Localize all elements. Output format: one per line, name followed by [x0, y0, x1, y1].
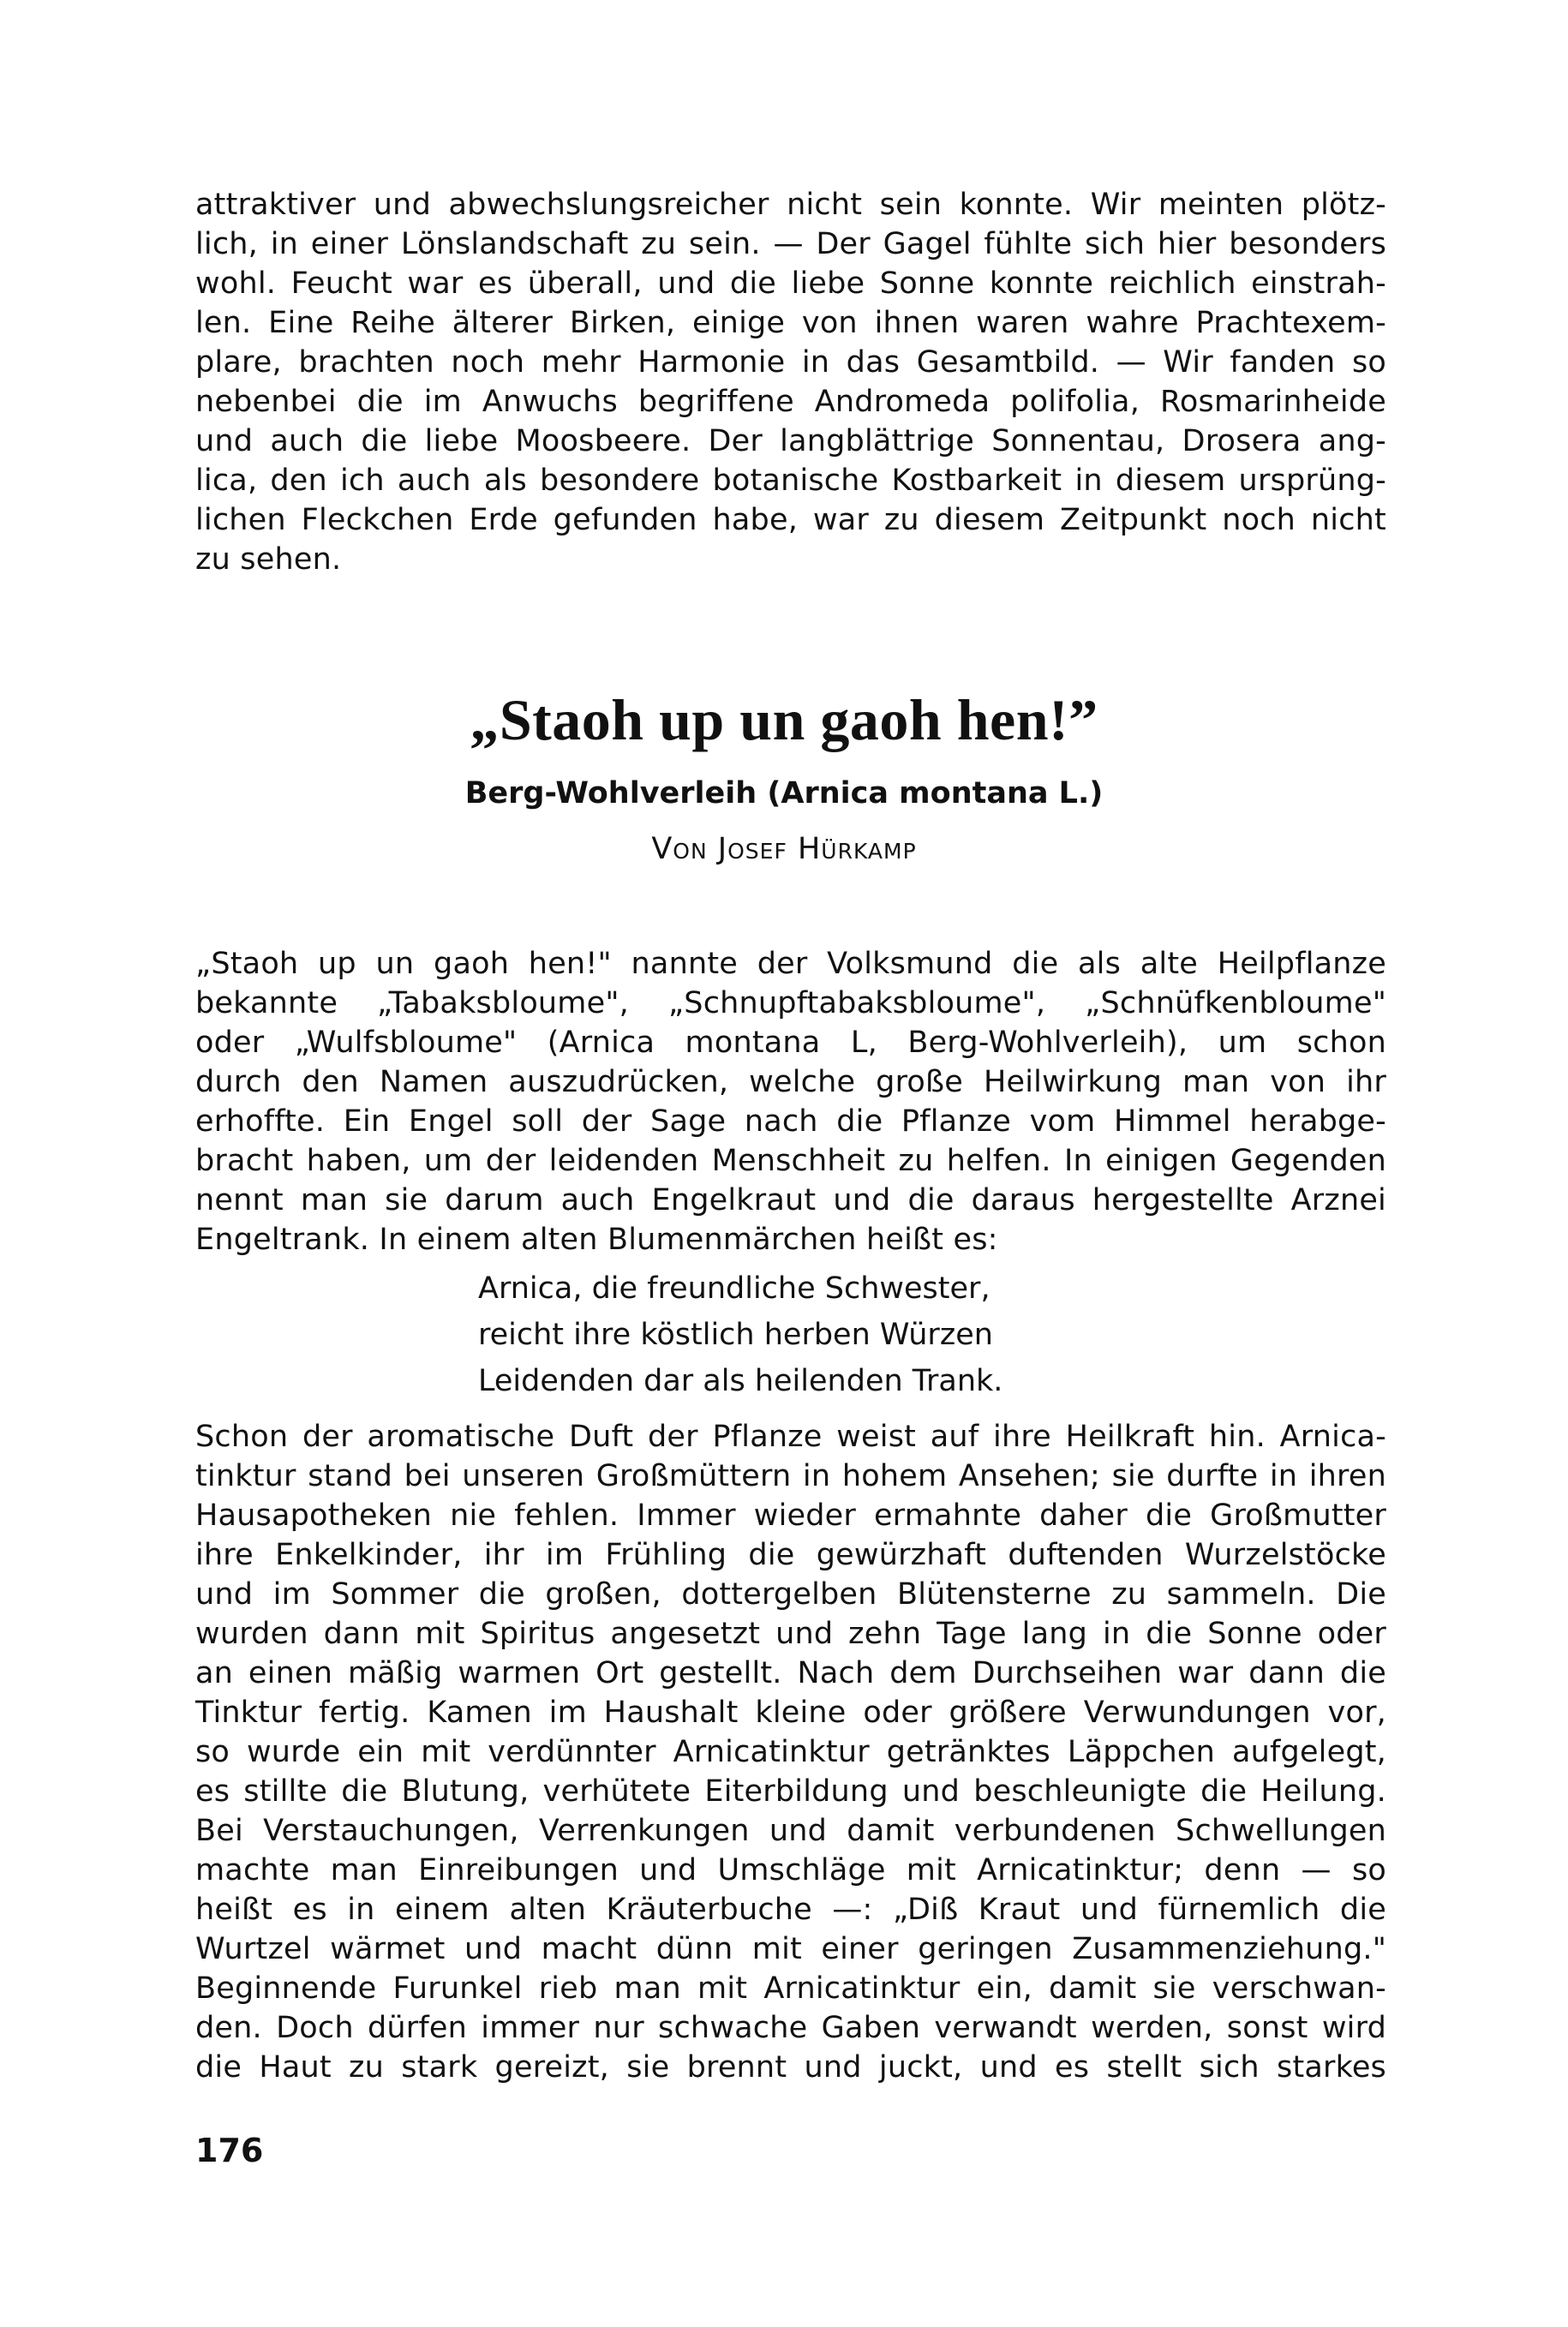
- text-line: bracht haben, um der leidenden Menschheit zu helfen. In einigen Gegenden: [195, 1144, 1386, 1178]
- text-line: zu sehen.: [195, 542, 342, 577]
- text-line: Hausapotheken nie fehlen. Immer wieder ermahnte daher die Großmutter: [195, 1498, 1386, 1533]
- text-line: Bei Verstauchungen, Verrenkungen und damit verbundenen Schwellungen: [195, 1814, 1386, 1848]
- text-line: attraktiver und abwechslungsreicher nicht sein konnte. Wir meinten plötz-: [195, 188, 1386, 222]
- verse-line: Arnica, die freundliche Schwester,: [478, 1271, 990, 1306]
- verse-line: Leidenden dar als heilenden Trank.: [478, 1364, 1003, 1398]
- text-line: die Haut zu stark gereizt, sie brennt und juckt, und es stellt sich starkes: [195, 2050, 1386, 2085]
- text-line: durch den Namen auszudrücken, welche große Heilwirkung man von ihr: [195, 1065, 1386, 1099]
- article-title: „Staoh up un gaoh hen!”: [470, 687, 1098, 752]
- article-author: Von Josef Hürkamp: [651, 832, 917, 866]
- article-subtitle: Berg-Wohlverleih (Arnica montana L.): [464, 776, 1104, 811]
- text-line: erhoffte. Ein Engel soll der Sage nach die Pflanze vom Himmel herabge-: [195, 1104, 1386, 1139]
- text-line: den. Doch dürfen immer nur schwache Gaben verwandt werden, sonst wird: [195, 2011, 1386, 2045]
- text-line: bekannte „Tabaksbloume", „Schnupftabaksbloume", „Schnüfkenbloume": [195, 986, 1386, 1020]
- text-line: an einen mäßig warmen Ort gestellt. Nach dem Durchseihen war dann die: [195, 1656, 1386, 1690]
- text-line: lica, den ich auch als besondere botanische Kostbarkeit in diesem ursprüng-: [195, 464, 1386, 498]
- text-line: Schon der aromatische Duft der Pflanze weist auf ihre Heilkraft hin. Arnica-: [195, 1420, 1386, 1454]
- text-line: wohl. Feucht war es überall, und die liebe Sonne konnte reichlich einstrah-: [195, 266, 1386, 301]
- text-line: machte man Einreibungen und Umschläge mit Arnicatinktur; denn — so: [195, 1853, 1386, 1887]
- text-line: und im Sommer die großen, dottergelben Blütensterne zu sammeln. Die: [195, 1577, 1386, 1612]
- text-line: „Staoh up un gaoh hen!" nannte der Volksmund die als alte Heilpflanze: [195, 947, 1386, 981]
- text-line: heißt es in einem alten Kräuterbuche —: „Diß Kraut und fürnemlich die: [195, 1893, 1386, 1927]
- text-line: Tinktur fertig. Kamen im Haushalt kleine oder größere Verwundungen vor,: [195, 1696, 1386, 1730]
- text-line: tinktur stand bei unseren Großmüttern in hohem Ansehen; sie durfte in ihren: [195, 1459, 1386, 1493]
- text-line: so wurde ein mit verdünnter Arnicatinktur getränktes Läppchen aufgelegt,: [195, 1735, 1386, 1769]
- text-line: es stillte die Blutung, verhütete Eiterbildung und beschleunigte die Heilung.: [195, 1774, 1386, 1809]
- page-number: 176: [195, 2132, 264, 2169]
- text-line: Engeltrank. In einem alten Blumenmärchen heißt es:: [195, 1223, 998, 1257]
- text-line: lichen Fleckchen Erde gefunden habe, war zu diesem Zeitpunkt noch nicht: [195, 503, 1386, 537]
- text-line: nennt man sie darum auch Engelkraut und die daraus hergestellte Arznei: [195, 1183, 1386, 1217]
- text-line: oder „Wulfsbloume" (Arnica montana L, Berg-Wohlverleih), um schon: [195, 1026, 1386, 1060]
- text-line: ihre Enkelkinder, ihr im Frühling die gewürzhaft duftenden Wurzelstöcke: [195, 1538, 1386, 1572]
- text-line: und auch die liebe Moosbeere. Der langblättrige Sonnentau, Drosera ang-: [195, 424, 1386, 458]
- text-line: Beginnende Furunkel rieb man mit Arnicatinktur ein, damit sie verschwan-: [195, 1971, 1386, 2006]
- text-line: Wurtzel wärmet und macht dünn mit einer geringen Zusammenziehung.": [195, 1932, 1386, 1966]
- text-line: len. Eine Reihe älterer Birken, einige von ihnen waren wahre Prachtexem-: [195, 306, 1386, 340]
- text-line: lich, in einer Lönslandschaft zu sein. — Der Gagel fühlte sich hier besonders: [195, 227, 1386, 261]
- text-line: plare, brachten noch mehr Harmonie in das Gesamtbild. — Wir fanden so: [195, 345, 1386, 380]
- text-line: wurden dann mit Spiritus angesetzt und zehn Tage lang in die Sonne oder: [195, 1617, 1386, 1651]
- verse-line: reicht ihre köstlich herben Würzen: [478, 1318, 993, 1352]
- text-line: nebenbei die im Anwuchs begriffene Andromeda polifolia, Rosmarinheide: [195, 385, 1386, 419]
